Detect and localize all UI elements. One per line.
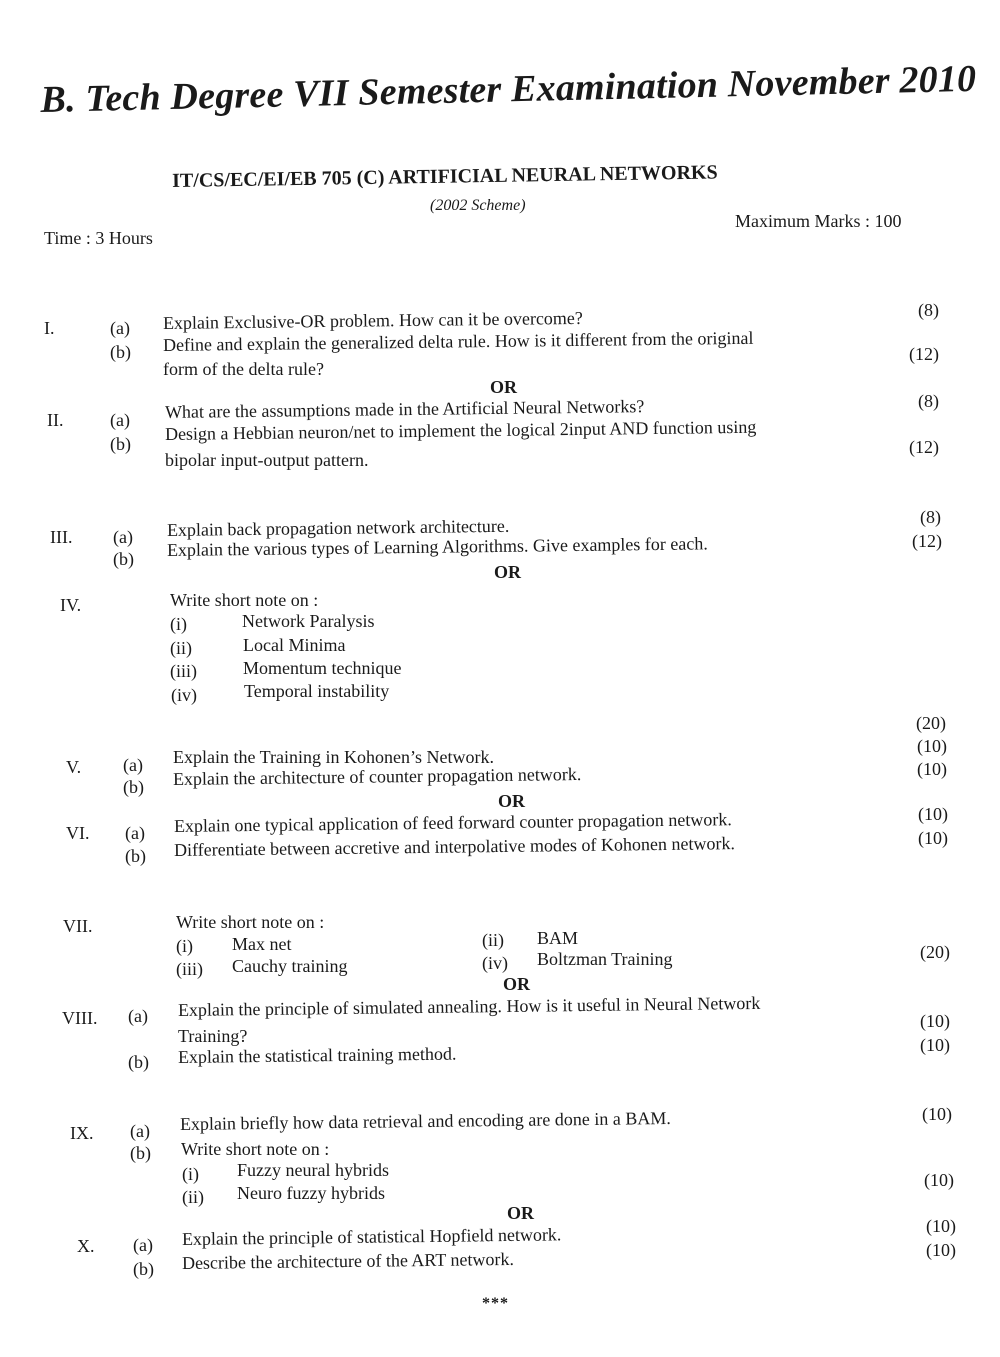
question-number: I. bbox=[44, 318, 55, 338]
item-label: (i) bbox=[170, 614, 187, 634]
part-label: (a) bbox=[130, 1121, 150, 1141]
scheme-label: (2002 Scheme) bbox=[430, 197, 526, 214]
exam-title: B. Tech Degree VII Semester Examination November 2010 bbox=[40, 57, 977, 121]
question-text: form of the delta rule? bbox=[163, 359, 324, 379]
question-number: IV. bbox=[60, 595, 82, 615]
marks: (10) bbox=[918, 828, 948, 848]
subject-title: IT/CS/EC/EI/EB 705 (C) ARTIFICIAL NEURAL NETWORKS bbox=[172, 161, 718, 192]
item-label: (i) bbox=[182, 1164, 199, 1184]
part-label: (a) bbox=[125, 823, 145, 843]
question-number: III. bbox=[50, 527, 73, 547]
item-text: Network Paralysis bbox=[242, 611, 375, 631]
marks: (20) bbox=[916, 713, 946, 733]
item-label: (ii) bbox=[482, 930, 504, 950]
marks: (12) bbox=[912, 531, 942, 551]
question-text: Write short note on : bbox=[170, 590, 319, 610]
question-text: Explain back propagation network architecture. bbox=[166, 515, 510, 540]
question-text: Explain the Training in Kohonen’s Network. bbox=[173, 747, 494, 767]
or-separator: OR bbox=[503, 974, 530, 994]
marks: (10) bbox=[926, 1216, 956, 1236]
part-label: (a) bbox=[128, 1006, 148, 1026]
item-text: Neuro fuzzy hybrids bbox=[237, 1183, 385, 1203]
question-number: X. bbox=[77, 1236, 95, 1256]
question-text: bipolar input-output pattern. bbox=[165, 450, 369, 470]
question-text: Design a Hebbian neuron/net to implement the logical 2input AND function using bbox=[164, 416, 757, 444]
or-separator: OR bbox=[507, 1203, 534, 1223]
part-label: (a) bbox=[133, 1235, 153, 1255]
part-label: (a) bbox=[113, 527, 133, 547]
part-label: (b) bbox=[125, 846, 146, 866]
item-text: BAM bbox=[537, 928, 579, 948]
question-text: Explain the statistical training method. bbox=[177, 1043, 457, 1067]
end-marker: *** bbox=[482, 1295, 509, 1312]
question-text: Describe the architecture of the ART network. bbox=[181, 1248, 515, 1273]
marks: (10) bbox=[920, 1011, 950, 1031]
marks: (10) bbox=[924, 1170, 954, 1190]
item-label: (i) bbox=[176, 936, 193, 956]
question-text: Explain the principle of statistical Hopfield network. bbox=[181, 1224, 562, 1249]
marks: (12) bbox=[909, 437, 939, 457]
item-text: Max net bbox=[232, 934, 292, 954]
marks: (10) bbox=[917, 759, 947, 779]
max-marks-label: Maximum Marks : 100 bbox=[735, 211, 902, 231]
item-text: Boltzman Training bbox=[537, 949, 673, 969]
marks: (10) bbox=[917, 736, 947, 756]
marks: (12) bbox=[909, 344, 939, 364]
question-text: Explain the architecture of counter propagation network. bbox=[172, 764, 582, 789]
part-label: (b) bbox=[133, 1259, 154, 1279]
part-label: (b) bbox=[113, 549, 134, 569]
item-label: (iii) bbox=[176, 959, 203, 979]
question-text: Write short note on : bbox=[176, 912, 325, 932]
question-number: V. bbox=[66, 757, 82, 777]
part-label: (a) bbox=[123, 755, 143, 775]
question-text: Explain Exclusive-OR problem. How can it be overcome? bbox=[162, 307, 583, 333]
question-number: VI. bbox=[66, 823, 90, 843]
item-text: Fuzzy neural hybrids bbox=[237, 1160, 389, 1180]
or-separator: OR bbox=[490, 377, 517, 397]
item-label: (iv) bbox=[171, 685, 197, 705]
question-text: Training? bbox=[178, 1026, 248, 1046]
part-label: (b) bbox=[123, 777, 144, 797]
marks: (8) bbox=[918, 300, 939, 320]
item-label: (iv) bbox=[482, 953, 508, 973]
question-text: Define and explain the generalized delta rule. How is it different from the original bbox=[162, 327, 754, 355]
question-text: Explain the various types of Learning Algorithms. Give examples for each. bbox=[166, 533, 708, 560]
question-number: II. bbox=[47, 410, 64, 430]
question-number: IX. bbox=[70, 1123, 94, 1143]
question-text: What are the assumptions made in the Artificial Neural Networks? bbox=[164, 396, 645, 422]
marks: (8) bbox=[920, 507, 941, 527]
part-label: (b) bbox=[110, 342, 131, 362]
or-separator: OR bbox=[494, 562, 521, 582]
part-label: (a) bbox=[110, 410, 130, 430]
or-separator: OR bbox=[498, 791, 525, 811]
item-text: Momentum technique bbox=[243, 658, 402, 678]
item-text: Cauchy training bbox=[232, 956, 348, 976]
marks: (10) bbox=[920, 1035, 950, 1055]
question-text: Write short note on : bbox=[181, 1139, 330, 1159]
question-number: VII. bbox=[63, 916, 93, 936]
item-label: (ii) bbox=[182, 1187, 204, 1207]
item-text: Temporal instability bbox=[244, 681, 390, 701]
part-label: (b) bbox=[130, 1143, 151, 1163]
marks: (20) bbox=[920, 942, 950, 962]
question-text: Explain the principle of simulated annealing. How is it useful in Neural Network bbox=[177, 992, 761, 1020]
item-label: (iii) bbox=[170, 661, 197, 681]
marks: (8) bbox=[918, 391, 939, 411]
marks: (10) bbox=[918, 804, 948, 824]
part-label: (b) bbox=[128, 1052, 149, 1072]
item-text: Local Minima bbox=[243, 635, 346, 655]
question-text: Differentiate between accretive and interpolative modes of Kohonen network. bbox=[173, 833, 736, 860]
marks: (10) bbox=[926, 1240, 956, 1260]
part-label: (b) bbox=[110, 434, 131, 454]
question-text: Explain one typical application of feed forward counter propagation network. bbox=[173, 809, 732, 836]
question-text: Explain briefly how data retrieval and encoding are done in a BAM. bbox=[179, 1108, 671, 1134]
marks: (10) bbox=[922, 1104, 952, 1124]
question-number: VIII. bbox=[62, 1008, 98, 1028]
time-label: Time : 3 Hours bbox=[44, 228, 153, 248]
part-label: (a) bbox=[110, 318, 130, 338]
item-label: (ii) bbox=[170, 638, 192, 658]
